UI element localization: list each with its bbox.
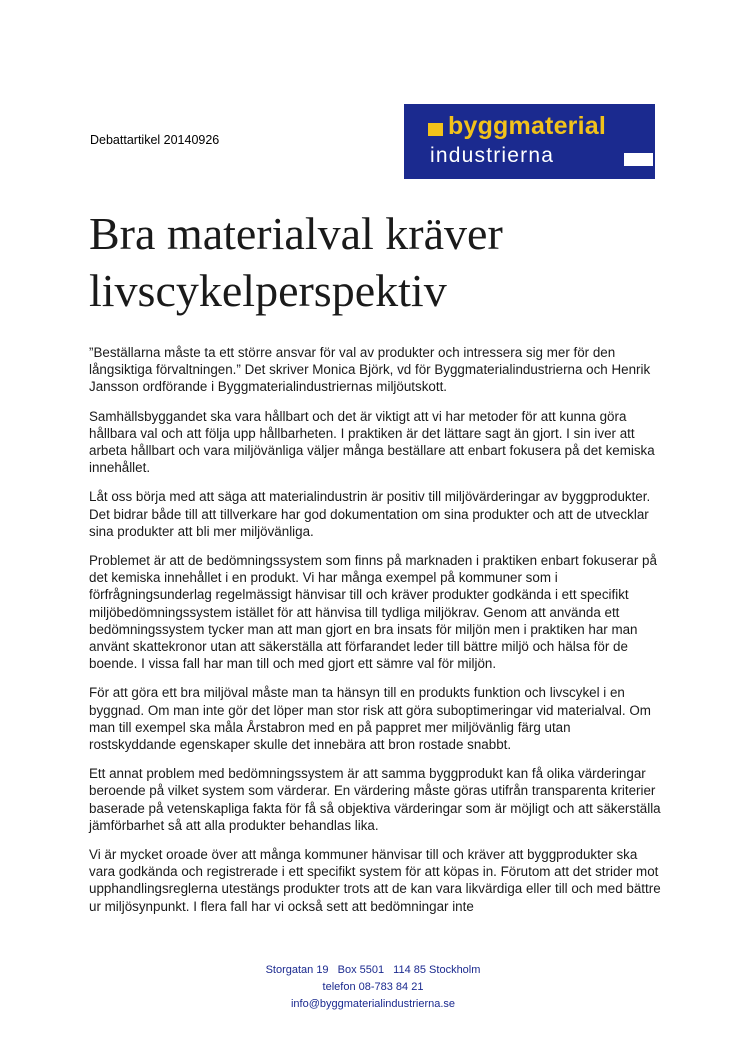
article-paragraph: Vi är mycket oroade över att många kommuner hänvisar till och kräver att byggprodukter ska vara godkända och registrerade i ett specifikt system för att köpas in. Förutom att det strider mot upphandlingsreglerna utestängs produkter trots att de kan vara likvärdiga eller till och med bättre ur miljösynpunkt. I flera fall har vi också sett att bedömningar inte: [89, 847, 661, 914]
article-paragraph: Låt oss börja med att säga att materialindustrin är positiv till miljövärderingar av byggprodukter. Det bidrar både till att tillverkare har god dokumentation om sina produkter och att de utvecklar sina produkter att bli mer miljövänliga.: [89, 489, 651, 539]
article-paragraph: Samhällsbyggandet ska vara hållbart och det är viktigt att vi har metoder för att kunna göra hållbara val och att följa upp hållbarheten. I praktiken är det lättare sagt än gjort. I sin iver att arbeta hållbart och vara miljövänliga väljer många beställare att enbart fokusera på det kemiska innehållet.: [89, 408, 655, 476]
footer-address: [0, 962, 746, 979]
logo-top-row: [404, 114, 655, 142]
article-paragraph: För att göra ett bra miljöval måste man ta hänsyn till en produkts funktion och livscykel i en byggnad. Om man inte gör det löper man stor risk att göra suboptimeringar vid materialval. Om man till exempel ska måla Årstabron med en på pappret mer miljövänlig färg utan rostskyddande egenskaper skulle det innebära att bron rostade snabbt.: [89, 685, 651, 753]
footer-phone: telefon 08-783 84 21: [322, 981, 424, 993]
logo-text-line1: byggmaterial: [448, 112, 607, 140]
company-logo: [404, 104, 655, 179]
page-footer: [0, 962, 746, 1013]
logo-yellow-bar: [428, 123, 443, 136]
article-paragraph: ”Beställarna måste ta ett större ansvar för val av produkter och intressera sig mer för den långsiktiga förvaltningen.” Det skriver Monica Björk, vd för Byggmaterialindustrierna och Henrik Jansson ordförande i Byggmaterialindustriernas miljöutskott.: [89, 345, 651, 395]
article-headline: Bra materialval kräver livscykelperspektiv: [89, 208, 503, 316]
article-body: [89, 344, 661, 927]
footer-email[interactable]: info@byggmaterialindustrierna.se: [290, 998, 456, 1010]
article-paragraph: Ett annat problem med bedömningssystem är att samma byggprodukt kan få olika värderingar beroende på vilket system som värderar. En värdering måste göras utifrån transparenta kriterier baserade på vetenskapliga fakta för få så objektiva värderingar som är möjligt och att säkerställa jämförbarhet så att alla produkter behandlas lika.: [89, 766, 661, 833]
logo-text-line2: industrierna: [430, 144, 555, 167]
logo-white-box: [624, 153, 653, 166]
document-type-label: Debattartikel 20140926: [90, 133, 220, 147]
footer-street: Storgatan 19: [265, 964, 329, 976]
footer-postal: 114 85 Stockholm: [393, 964, 481, 976]
footer-box: Box 5501: [337, 964, 385, 976]
article-paragraph: Problemet är att de bedömningssystem som finns på marknaden i praktiken enbart fokuserar på det kemiska innehållet i en produkt. Vi har många exempel på kommuner som i förfrågningsunderlag regelmässigt hänvisar till och kräver produkter godkända i ett specifikt miljöbedömningssystem istället för att hänvisa till tydliga miljökrav. Genom att använda ett bedömningssystem tycker man att man gjort en bra insats för miljön men i praktiken har man använt skattekronor utan att säkerställa att förfarandet leder till bättre miljö och hälsa för de boende. I vissa fall har man till och med gjort ett sämre val för miljön.: [89, 553, 657, 672]
